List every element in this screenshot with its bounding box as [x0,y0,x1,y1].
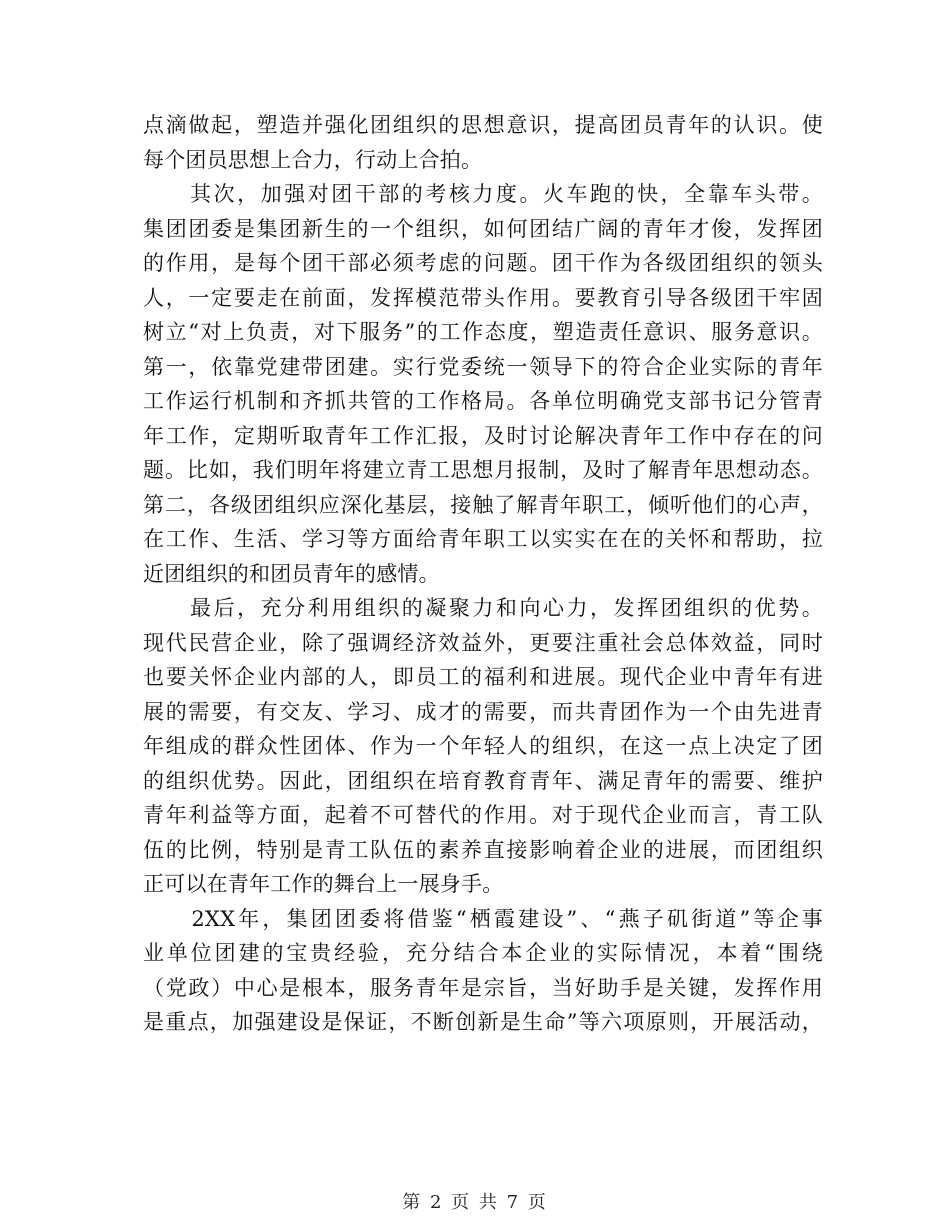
text-line: 人，一定要走在前面，发挥模范带头作用。要教育引导各级团干牢固 [143,285,823,310]
text-line: 年组成的群众性团体、作为一个年轻人的组织，在这一点上决定了团 [143,734,823,758]
text-line: 题。比如，我们明年将建立青工思想月报制，及时了解青年思想动态。 [143,458,823,482]
text-line: 的作用，是每个团干部必须考虑的问题。团干作为各级团组织的领头 [143,251,823,275]
text-line: 现代民营企业，除了强调经济效益外，更要注重社会总体效益，同时 [143,630,823,655]
text-line: 伍的比例，特别是青工队伍的素养直接影响着企业的进展，而团组织 [143,837,823,862]
page-number-footer: 第 2 页 共 7 页 [402,1192,548,1213]
text-line: 年工作，定期听取青年工作汇报，及时讨论解决青年工作中存在的问 [143,423,823,448]
text-line: 集团团委是集团新生的一个组织，如何团结广阔的青年才俊，发挥团 [143,216,823,241]
text-line: 正可以在青年工作的舞台上一展身手。 [143,872,504,896]
text-line: 的组织优势。因此，团组织在培育教育青年、满足青年的需要、维护 [143,768,823,793]
text-line: 业单位团建的宝贵经验，充分结合本企业的实际情况，本着“围绕 [143,941,823,965]
text-line: 点滴做起，塑造并强化团组织的思想意识，提高团员青年的认识。使 [143,113,823,137]
text-line: （党政）中心是根本，服务青年是宗旨，当好助手是关键，发挥作用 [143,975,823,1000]
text-line: 近团组织的和团员青年的感情。 [143,561,440,586]
text-line: 每个团员思想上合力，行动上合拍。 [143,147,483,172]
text-line: 其次，加强对团干部的考核力度。火车跑的快，全靠车头带。 [143,182,823,206]
text-line: 第二，各级团组织应深化基层，接触了解青年职工，倾听他们的心声， [143,492,823,517]
text-line: 展的需要，有交友、学习、成才的需要，而共青团作为一个由先进青 [143,699,823,724]
text-line: 最后，充分利用组织的凝聚力和向心力，发挥团组织的优势。 [143,596,823,620]
text-line: 是重点，加强建设是保证，不断创新是生命”等六项原则，开展活动， [143,1010,823,1034]
text-line: 树立“对上负责，对下服务”的工作态度，塑造责任意识、服务意识。 [143,320,823,344]
text-line: 青年利益等方面，起着不可替代的作用。对于现代企业而言，青工队 [143,803,823,827]
text-line: 第一，依靠党建带团建。实行党委统一领导下的符合企业实际的青年 [143,354,823,379]
text-line: 2XX年，集团团委将借鉴“栖霞建设”、“燕子矶街道”等企事 [143,906,823,931]
document-body [143,108,823,1040]
text-line: 工作运行机制和齐抓共管的工作格局。各单位明确党支部书记分管青 [143,389,823,413]
text-line: 在工作、生活、学习等方面给青年职工以实实在在的关怀和帮助，拉 [143,527,823,551]
text-line: 也要关怀企业内部的人，即员工的福利和进展。现代企业中青年有进 [143,665,823,689]
